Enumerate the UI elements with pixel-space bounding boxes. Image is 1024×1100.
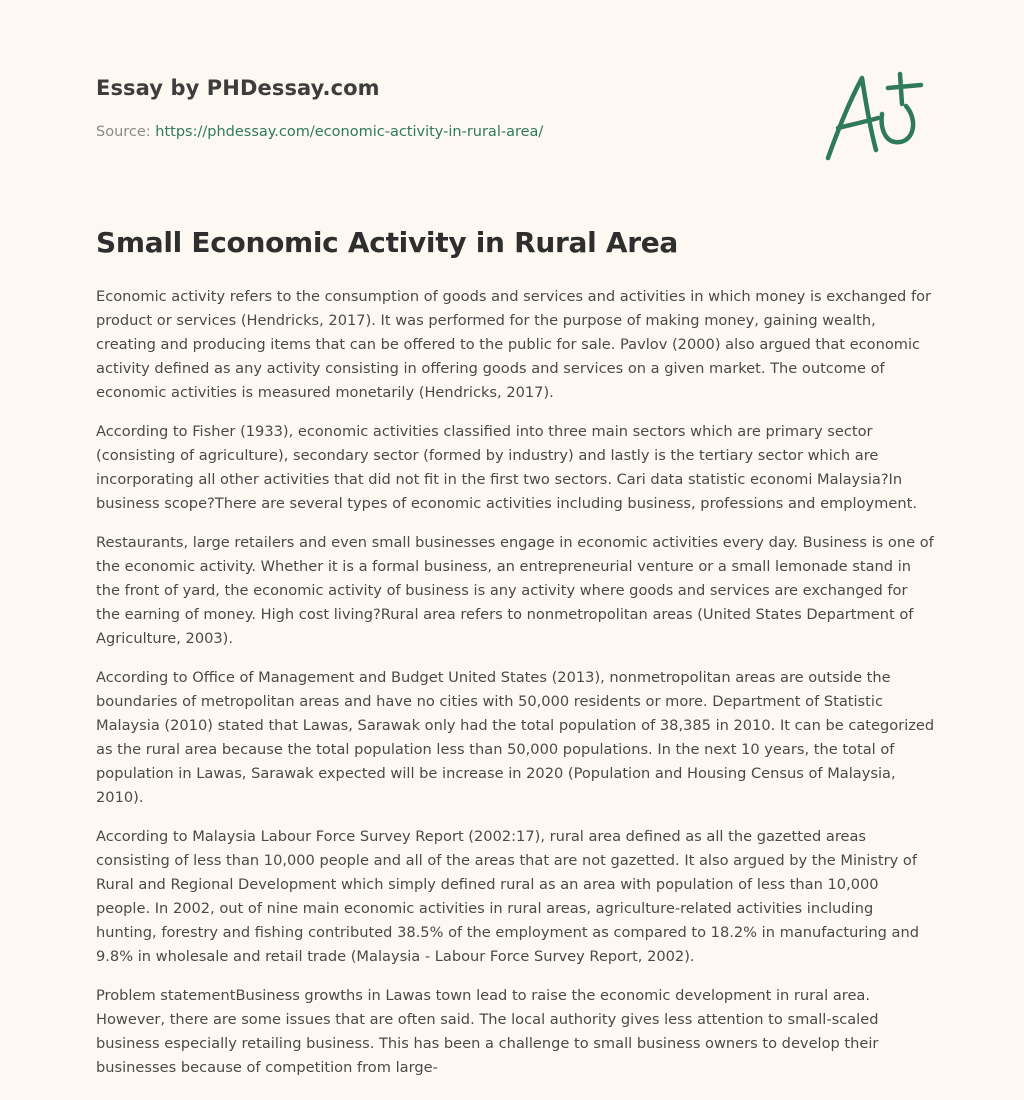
site-brand: Essay by PHDessay.com [96,76,380,100]
essay-body [96,285,936,1095]
a-plus-logo-icon [822,68,926,164]
paragraph: Economic activity refers to the consumption of goods and services and activities in which money is exchanged for product or services (Hendricks, 2017). It was performed for the purpose of making money, gaining wealth, creating and producing items that can be offered to the public for sale. Pavlov (2000) also argued that economic activity defined as any activity consisting in offering goods and services on a given market. The outcome of economic activities is measured monetarily (Hendricks, 2017). [96,288,932,401]
source-label: Source: [96,124,151,140]
source-line [96,124,543,140]
paragraph: Problem statementBusiness growths in Lawas town lead to raise the economic development in rural area. However, there are some issues that are often said. The local authority gives less attention to small-scaled business especially retailing business. This has been a challenge to small business owners to develop their businesses because of competition from large- [96,987,879,1076]
paragraph: According to Office of Management and Budget United States (2013), nonmetropolitan areas are outside the boundaries of metropolitan areas and have no cities with 50,000 residents or more. Department of Statistic Malaysia (2010) stated that Lawas, Sarawak only had the total population of 38,385 in 2010. It can be categorized as the rural area because the total population less than 50,000 populations. In the next 10 years, the total of population in Lawas, Sarawak expected will be increase in 2020 (Population and Housing Census of Malaysia, 2010). [96,669,935,806]
paragraph: According to Fisher (1933), economic activities classified into three main sectors which are primary sector (consisting of agriculture), secondary sector (formed by industry) and lastly is the tertiary sector which are incorporating all other activities that did not fit in the first two sectors. Cari data statistic economi Malaysia?In business scope?There are several types of economic activities including business, professions and employment. [96,423,917,512]
paragraph: Restaurants, large retailers and even small businesses engage in economic activities every day. Business is one of the economic activity. Whether it is a formal business, an entrepreneurial venture or a small lemonade stand in the front of yard, the economic activity of business is any activity where goods and services are exchanged for the earning of money. High cost living?Rural area refers to nonmetropolitan areas (United States Department of Agriculture, 2003). [96,534,934,647]
source-link[interactable]: https://phdessay.com/economic-activity-in-rural-area/ [155,124,544,140]
paragraph: According to Malaysia Labour Force Survey Report (2002:17), rural area defined as all the gazetted areas consisting of less than 10,000 people and all of the areas that are not gazetted. It also argued by the Ministry of Rural and Regional Development which simply defined rural as an area with population of less than 10,000 people. In 2002, out of nine main economic activities in rural areas, agriculture-related activities including hunting, forestry and fishing contributed 38.5% of the employment as compared to 18.2% in manufacturing and 9.8% in wholesale and retail trade (Malaysia - Labour Force Survey Report, 2002). [96,828,920,965]
essay-title: Small Economic Activity in Rural Area [96,226,679,259]
site-header [96,76,928,176]
